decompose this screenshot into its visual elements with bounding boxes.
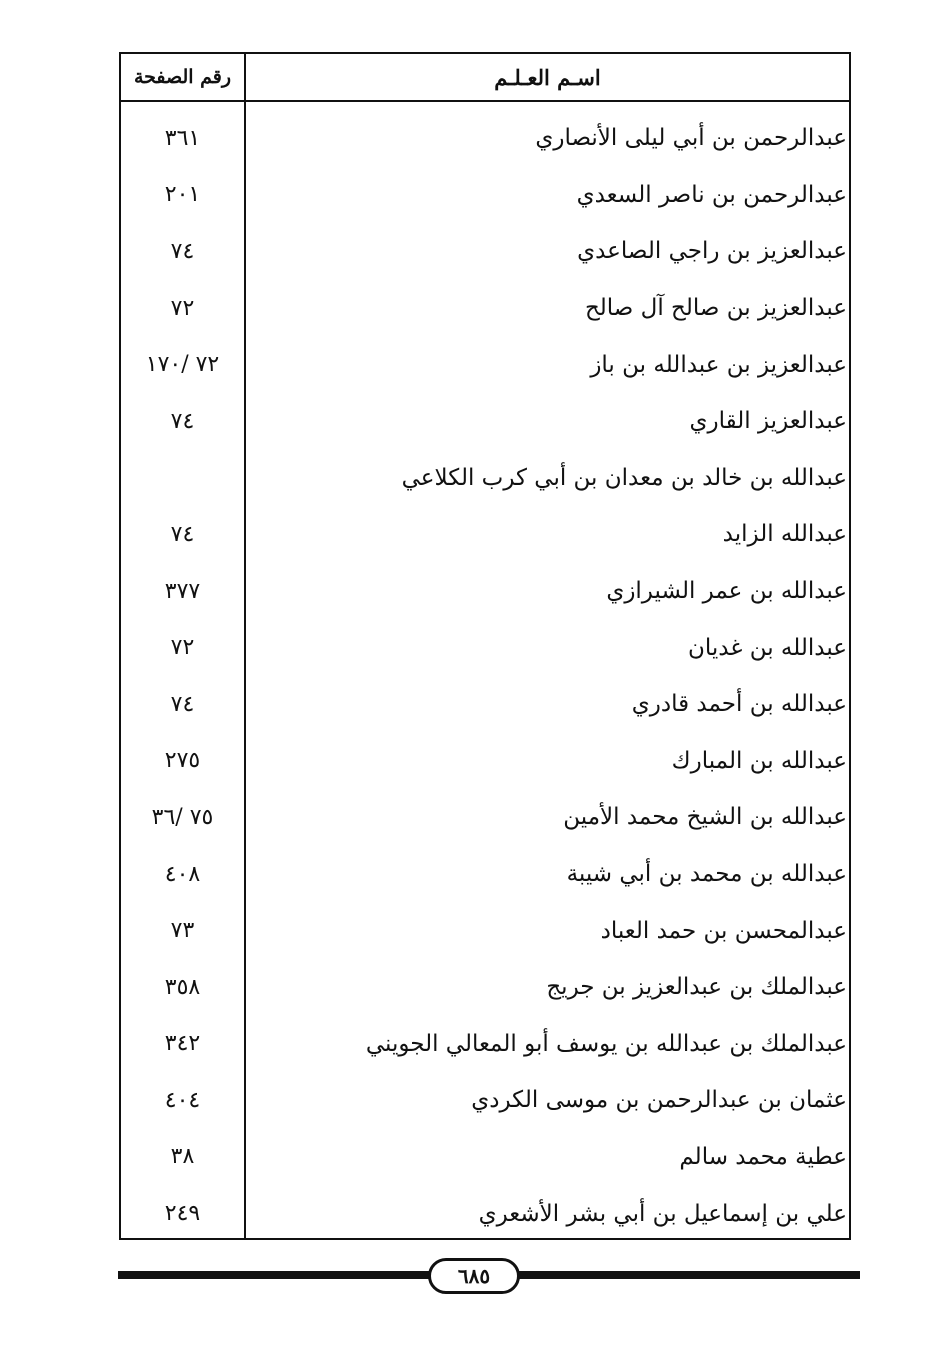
page-reference: ٧٤	[170, 408, 195, 434]
table-row	[121, 506, 849, 563]
page-column-header: رقم الصفحة	[133, 66, 232, 88]
person-name: عبدالعزيز بن عبدالله بن باز	[590, 351, 847, 378]
page-reference: ٧٥ /٣٦	[151, 804, 214, 830]
table-row	[121, 223, 849, 280]
page-number: ٦٨٥	[428, 1258, 520, 1294]
page-reference: ٧٢ /١٧٠	[145, 352, 220, 378]
table-row	[121, 1129, 849, 1186]
person-name: عبدالله بن المبارك	[671, 747, 847, 774]
table-row	[121, 733, 849, 790]
person-name: عبدالعزيز بن راجي الصاعدي	[577, 238, 847, 265]
table-row	[121, 336, 849, 393]
person-name: عبدالله بن خالد بن معدان بن أبي كرب الكلاعي	[401, 464, 847, 491]
names-index-table	[119, 52, 851, 1240]
person-name: عبدالله بن عمر الشيرازي	[606, 578, 847, 605]
table-body	[121, 110, 849, 1242]
table-row	[121, 846, 849, 903]
person-name: عبدالله بن محمد بن أبي شيبة	[566, 861, 847, 888]
person-name: عبدالله الزايد	[722, 521, 847, 548]
person-name: عبدالرحمن بن أبي ليلى الأنصاري	[535, 125, 847, 152]
table-row	[121, 450, 849, 507]
table-row	[121, 110, 849, 167]
page-reference: ٤٠٨	[164, 861, 201, 887]
page-reference: ٤٠٤	[164, 1087, 201, 1113]
table-row	[121, 167, 849, 224]
page-reference: ٣٨	[170, 1144, 195, 1170]
name-column-header: اسـم العـلـم	[494, 64, 601, 90]
person-name: عبدالله بن الشيخ محمد الأمين	[563, 804, 847, 831]
table-header	[121, 54, 849, 102]
page-reference: ٢٠١	[164, 182, 201, 208]
person-name: علي بن إسماعيل بن أبي بشر الأشعري	[478, 1200, 847, 1227]
person-name: عثمان بن عبدالرحمن بن موسى الكردي	[471, 1087, 847, 1114]
page-reference: ٧٣	[170, 918, 195, 944]
page-reference	[121, 450, 244, 507]
person-name: عبدالله بن غديان	[687, 634, 847, 661]
person-name: عبدالعزيز القاري	[689, 408, 847, 435]
page-reference: ٧٤	[170, 238, 195, 264]
table-row	[121, 902, 849, 959]
person-name: عبدالمحسن بن حمد العباد	[600, 917, 847, 944]
table-row	[121, 1185, 849, 1242]
person-name: عبدالعزيز بن صالح آل صالح	[584, 295, 847, 322]
page-reference: ٣٧٧	[164, 578, 201, 604]
page-reference: ٧٢	[170, 635, 195, 661]
table-row	[121, 959, 849, 1016]
table-row	[121, 1016, 849, 1073]
page-reference: ٣٥٨	[164, 974, 201, 1000]
page-reference: ٧٢	[170, 295, 195, 321]
page-reference: ٢٤٩	[164, 1201, 201, 1227]
table-row	[121, 619, 849, 676]
person-name: عبدالملك بن عبدالله بن يوسف أبو المعالي الجويني	[365, 1030, 847, 1057]
person-name: عبدالله بن أحمد قادري	[631, 691, 847, 718]
person-name: عبدالرحمن بن ناصر السعدي	[576, 181, 847, 208]
page-reference: ٧٤	[170, 521, 195, 547]
page-reference: ٣٤٢	[164, 1031, 201, 1057]
table-row	[121, 676, 849, 733]
page-reference: ٣٦١	[164, 125, 201, 151]
page-reference: ٢٧٥	[164, 748, 201, 774]
table-row	[121, 563, 849, 620]
person-name: عطية محمد سالم	[679, 1143, 847, 1170]
page-reference: ٧٤	[170, 691, 195, 717]
table-row	[121, 789, 849, 846]
table-row	[121, 393, 849, 450]
table-row	[121, 1072, 849, 1129]
table-row	[121, 280, 849, 337]
person-name: عبدالملك بن عبدالعزيز بن جريج	[546, 974, 847, 1001]
